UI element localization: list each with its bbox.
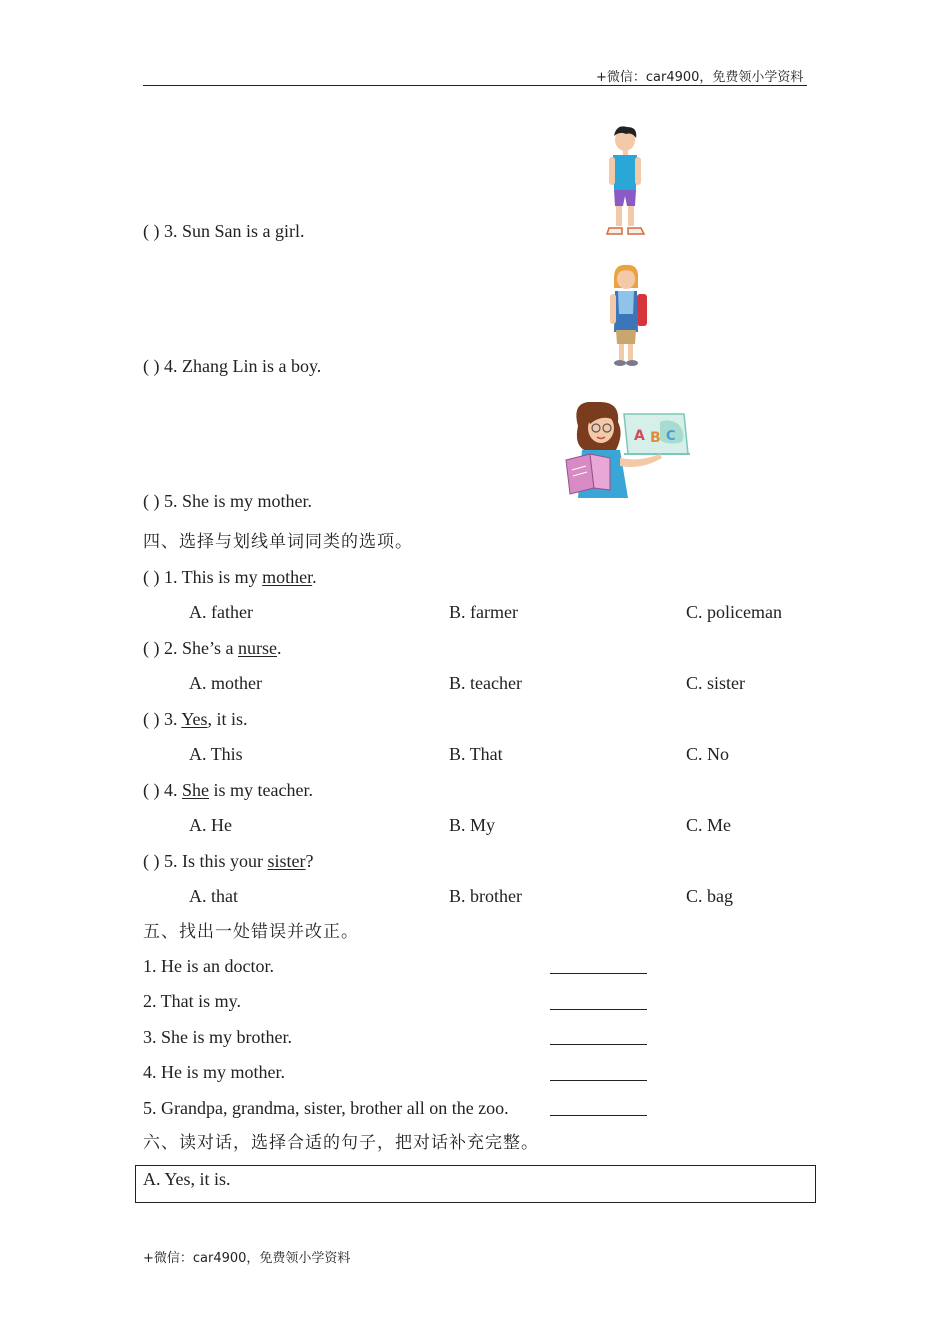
boy-illustration (598, 124, 652, 238)
section5-title: 五、找出一处错误并改正。 (143, 922, 359, 942)
options-box (135, 1165, 816, 1203)
header-rule (143, 85, 807, 86)
s4-question-5: ( ) 5. Is this your sister? (143, 851, 314, 871)
s4-q3-option-a: A. This (189, 744, 243, 764)
s5-item-4: 4. He is my mother. (143, 1062, 285, 1082)
svg-text:A: A (634, 428, 645, 444)
s5-answer-blank-1[interactable] (550, 973, 647, 974)
s4-q4-option-c: C. Me (686, 815, 731, 835)
s5-answer-blank-2[interactable] (550, 1009, 647, 1010)
s5-item-3: 3. She is my brother. (143, 1027, 292, 1047)
s5-item-1: 1. He is an doctor. (143, 956, 274, 976)
s4-q4-option-a: A. He (189, 815, 232, 835)
s4-question-4: ( ) 4. She is my teacher. (143, 780, 313, 800)
options-box-text: A. Yes, it is. (143, 1169, 231, 1189)
s4-q5-option-b: B. brother (449, 886, 522, 906)
s4-question-1: ( ) 1. This is my mother. (143, 567, 317, 587)
girl-illustration (604, 264, 650, 368)
s3-item-3: ( ) 3. Sun San is a girl. (143, 221, 305, 241)
s3-item-4: ( ) 4. Zhang Lin is a boy. (143, 356, 322, 376)
teacher-illustration (564, 400, 690, 500)
s4-q2-option-c: C. sister (686, 673, 746, 693)
s5-item-2: 2. That is my. (143, 991, 241, 1011)
s4-q5-option-c: C. bag (686, 886, 733, 906)
s4-q3-option-b: B. That (449, 744, 503, 764)
s4-q3-option-c: C. No (686, 744, 730, 764)
header-text: +微信：car4900，免费领小学资料 (596, 70, 804, 85)
section4-title: 四、选择与划线单词同类的选项。 (143, 532, 413, 552)
s4-q1-option-c: C. policeman (686, 602, 782, 622)
s4-q4-option-b: B. My (449, 815, 496, 835)
s4-q5-option-a: A. that (189, 886, 238, 906)
s4-q2-option-b: B. teacher (449, 673, 522, 693)
s5-answer-blank-4[interactable] (550, 1080, 647, 1081)
s3-item-5: ( ) 5. She is my mother. (143, 491, 312, 511)
svg-text:B: B (650, 430, 661, 446)
footer-text: +微信：car4900，免费领小学资料 (143, 1251, 351, 1266)
s4-q1-option-a: A. father (189, 602, 253, 622)
section6-title: 六、读对话，选择合适的句子，把对话补充完整。 (143, 1133, 539, 1153)
s4-q1-option-b: B. farmer (449, 602, 518, 622)
s4-q2-option-a: A. mother (189, 673, 262, 693)
s5-answer-blank-3[interactable] (550, 1044, 647, 1045)
svg-text:C: C (666, 429, 676, 444)
s5-item-5: 5. Grandpa, grandma, sister, brother all on the zoo. (143, 1098, 509, 1118)
s4-question-3: ( ) 3. Yes, it is. (143, 709, 248, 729)
s5-answer-blank-5[interactable] (550, 1115, 647, 1116)
s4-question-2: ( ) 2. She’s a nurse. (143, 638, 282, 658)
